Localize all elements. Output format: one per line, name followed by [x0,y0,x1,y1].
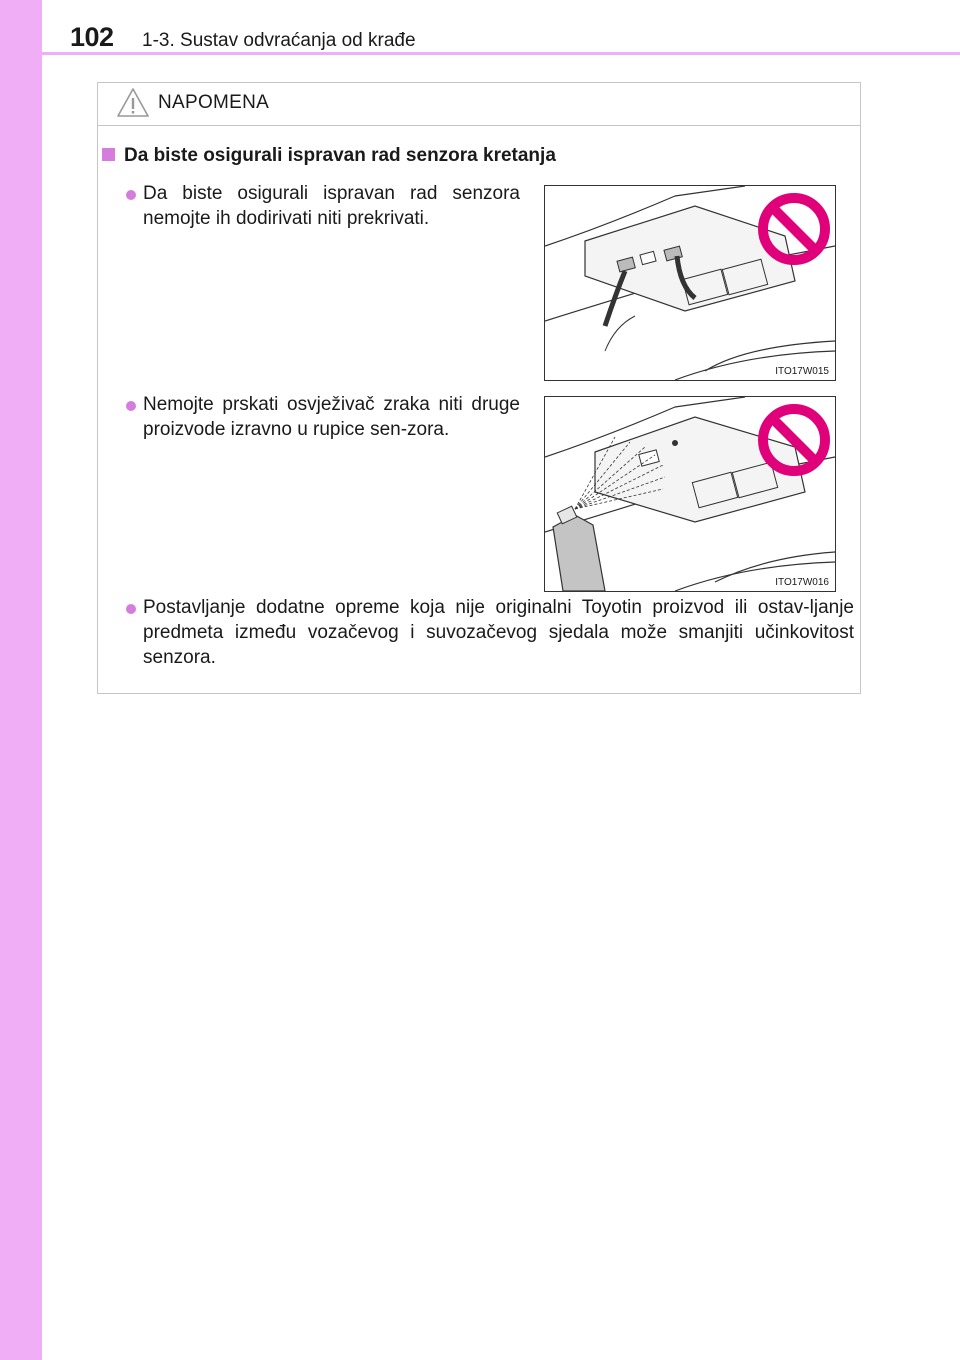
figure-sensor-touch [544,185,836,381]
bullet-icon [126,604,136,614]
figure-spray-warning [544,396,836,592]
bullet-icon [126,401,136,411]
note-label: NAPOMENA [158,92,270,113]
subheading: Da biste osigurali ispravan rad senzora kretanja [124,145,556,166]
subheading-marker-icon [102,148,115,161]
figure-code: ITO17W016 [775,577,829,588]
header-divider [42,52,960,55]
note-header [98,83,860,126]
note-item-1: Da biste osigurali ispravan rad senzora nemojte ih dodirivati niti prekrivati. [143,183,520,229]
bullet-icon [126,190,136,200]
side-strip [0,0,42,1360]
prohibition-icon [757,403,831,477]
section-title: 1-3. Sustav odvraćanja od krađe [142,30,416,51]
note-item-3: Postavljanje dodatne opreme koja nije originalni Toyotin proizvod ili ostav-ljanje predmeta između vozačevog i suvozačevog sjedala može smanjiti učinkovitost senzora. [143,597,854,668]
note-item-2: Nemojte prskati osvježivač zraka niti druge proizvode izravno u rupice sen-zora. [143,394,520,440]
page-number: 102 [70,22,114,52]
figure-code: ITO17W015 [775,366,829,377]
warning-icon [116,87,150,119]
prohibition-icon [757,192,831,266]
